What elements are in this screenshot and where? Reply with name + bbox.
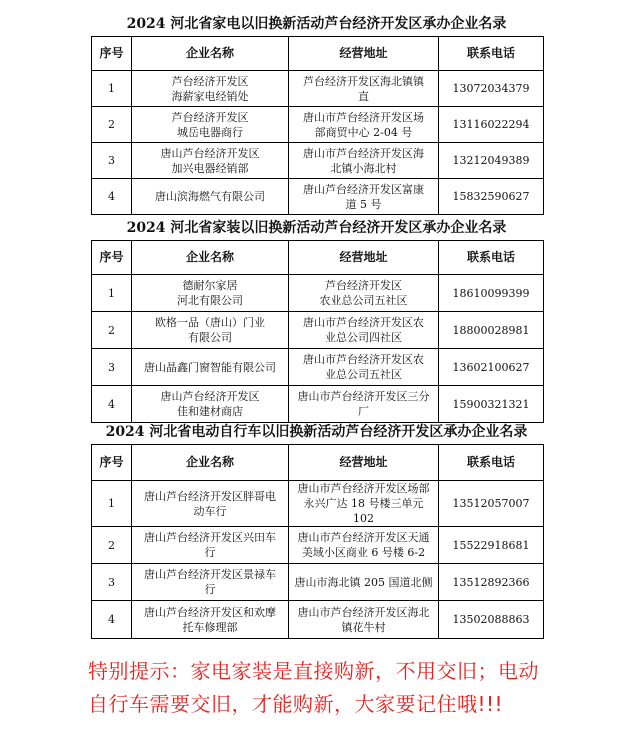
row-no: 1 [92,275,132,312]
row-no: 2 [92,312,132,349]
company-phone: 15900321321 [439,386,544,423]
company-name: 欧格一品（唐山）门业 有限公司 [132,312,289,349]
company-name: 芦台经济开发区 海薪家电经销处 [132,71,289,107]
company-phone: 13602100627 [439,349,544,386]
row-no: 4 [92,386,132,423]
table-row [92,107,544,143]
section-3-table [91,444,544,639]
table-row [92,601,544,639]
section-1-table [91,36,544,215]
row-no: 4 [92,179,132,215]
company-name: 唐山晶鑫门窗智能有限公司 [132,349,289,386]
special-notice: 特别提示：家电家装是直接购新，不用交旧；电动自行车需要交旧，才能购新，大家要记住哦!!! [88,659,539,716]
table-header-row [92,445,544,481]
table-row [92,275,544,312]
company-phone: 13072034379 [439,71,544,107]
company-address: 唐山市芦台经济开发区农 业总公司五社区 [289,349,439,386]
section-1-title: 2024 河北省家电以旧换新活动芦台经济开发区承办企业名录 [126,16,507,32]
header-address: 经营地址 [289,445,439,481]
company-address: 唐山市芦台经济开发区海北 镇花牛村 [289,601,439,639]
company-name: 德耐尔家居 河北有限公司 [132,275,289,312]
company-address: 唐山市芦台经济开发区三分 厂 [289,386,439,423]
company-name: 唐山芦台经济开发区兴田车 行 [132,527,289,564]
header-no: 序号 [92,241,132,275]
table-row [92,179,544,215]
row-no: 3 [92,349,132,386]
table-row [92,564,544,601]
company-address: 芦台经济开发区海北镇镇 直 [289,71,439,107]
header-phone: 联系电话 [439,445,544,481]
table-row [92,312,544,349]
table-row [92,71,544,107]
company-phone: 13512892366 [439,564,544,601]
company-address: 唐山市芦台经济开发区海 北镇小海北村 [289,143,439,179]
company-name: 唐山芦台经济开发区景禄车 行 [132,564,289,601]
company-address: 唐山芦台经济开发区富康 道 5 号 [289,179,439,215]
table-header-row [92,37,544,71]
company-address: 芦台经济开发区 农业总公司五社区 [289,275,439,312]
row-no: 1 [92,481,132,527]
table-row [92,349,544,386]
company-phone: 15522918681 [439,527,544,564]
company-name: 唐山芦台经济开发区 加兴电器经销部 [132,143,289,179]
table-row [92,481,544,527]
header-name: 企业名称 [132,241,289,275]
company-address: 唐山市芦台经济开发区天通 美域小区商业 6 号楼 6-2 [289,527,439,564]
header-phone: 联系电话 [439,37,544,71]
company-phone: 18610099399 [439,275,544,312]
row-no: 3 [92,143,132,179]
header-phone: 联系电话 [439,241,544,275]
company-name: 唐山滨海燃气有限公司 [132,179,289,215]
company-phone: 13502088863 [439,601,544,639]
company-phone: 13512057007 [439,481,544,527]
table-row [92,527,544,564]
table-header-row [92,241,544,275]
header-name: 企业名称 [132,37,289,71]
company-phone: 13116022294 [439,107,544,143]
section-3-title: 2024 河北省电动自行车以旧换新活动芦台经济开发区承办企业名录 [105,424,528,440]
header-address: 经营地址 [289,241,439,275]
company-phone: 15832590627 [439,179,544,215]
row-no: 2 [92,107,132,143]
company-address: 唐山市芦台经济开发区场部 永兴广达 18 号楼三单元 102 [289,481,439,527]
company-name: 唐山芦台经济开发区胖哥电 动车行 [132,481,289,527]
header-address: 经营地址 [289,37,439,71]
company-name: 唐山芦台经济开发区和欢摩 托车修理部 [132,601,289,639]
row-no: 2 [92,527,132,564]
company-phone: 13212049389 [439,143,544,179]
section-2-table [91,240,544,423]
table-row [92,143,544,179]
header-name: 企业名称 [132,445,289,481]
company-address: 唐山市海北镇 205 国道北侧 [289,564,439,601]
table-row [92,386,544,423]
row-no: 1 [92,71,132,107]
company-name: 芦台经济开发区 城岳电器商行 [132,107,289,143]
company-address: 唐山市芦台经济开发区农 业总公司四社区 [289,312,439,349]
section-2-title: 2024 河北省家装以旧换新活动芦台经济开发区承办企业名录 [126,220,507,236]
header-no: 序号 [92,37,132,71]
company-phone: 18800028981 [439,312,544,349]
header-no: 序号 [92,445,132,481]
company-name: 唐山芦台经济开发区 佳和建材商店 [132,386,289,423]
row-no: 3 [92,564,132,601]
row-no: 4 [92,601,132,639]
company-address: 唐山市芦台经济开发区场 部商贸中心 2-04 号 [289,107,439,143]
